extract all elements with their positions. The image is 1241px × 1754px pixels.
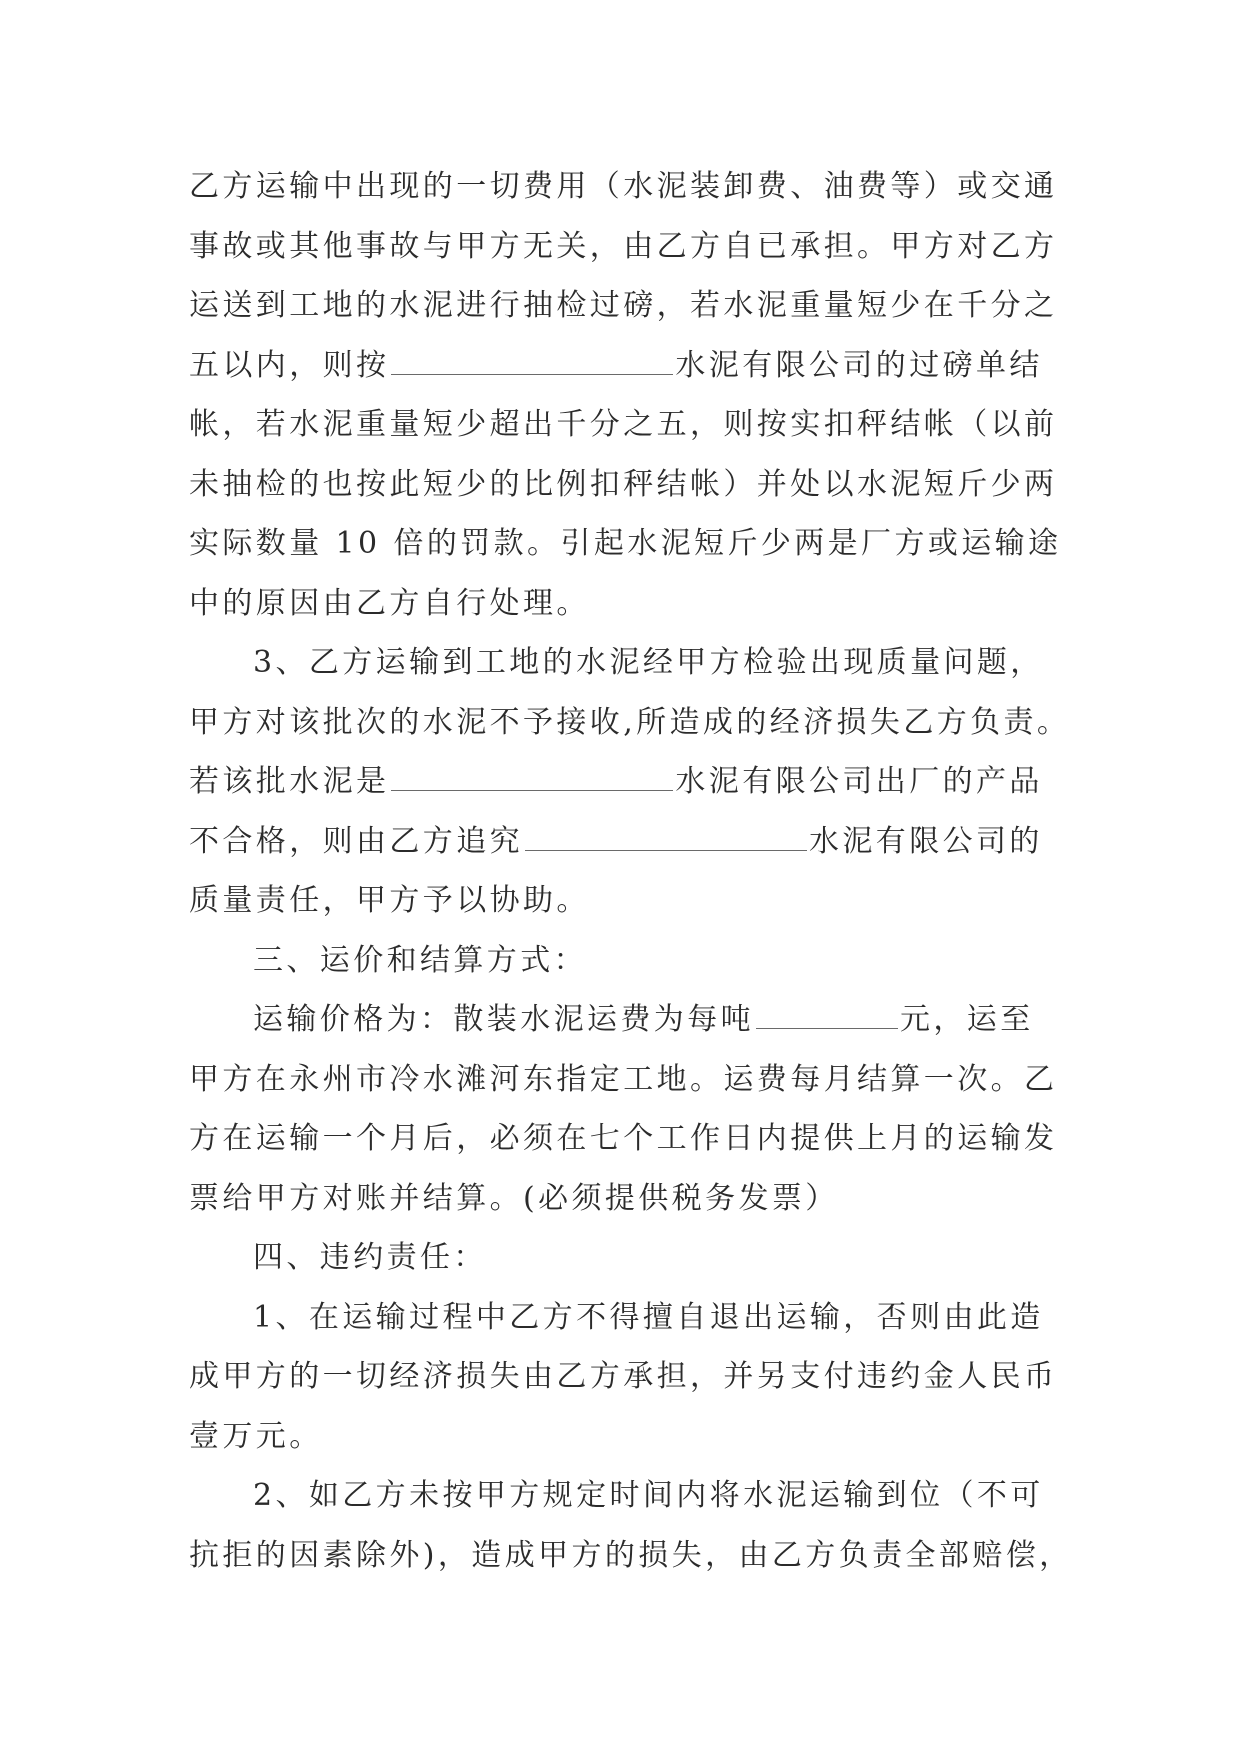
- text-segment: 运输价格为：散装水泥运费为每吨: [253, 1002, 754, 1037]
- section-heading-liability: [189, 1228, 1059, 1288]
- text-line: [189, 752, 1059, 812]
- text-segment: 若该批水泥是: [189, 764, 390, 799]
- section-heading-freight-settlement: [189, 931, 1059, 991]
- section-heading: 三、运价和结算方式：: [253, 942, 587, 978]
- text-line: 甲方在永州市冷水滩河东指定工地。运费每月结算一次。乙: [189, 1061, 1058, 1097]
- text-line: [189, 336, 1059, 396]
- text-segment: 水泥有限公司的: [809, 823, 1043, 859]
- section-heading: 四、违约责任：: [253, 1240, 487, 1275]
- paragraph-quality-clause: [189, 633, 1071, 931]
- text-line: 实际数量 10 倍的罚款。引起水泥短斤少两是厂方或运输途: [189, 526, 1062, 561]
- text-line: 抗拒的因素除外)，造成甲方的损失，由乙方负责全部赔偿，: [189, 1537, 1073, 1573]
- text-line: 方在运输一个月后，必须在七个工作日内提供上月的运输发: [189, 1121, 1058, 1156]
- text-segment: 水泥有限公司的过磅单结: [675, 347, 1043, 383]
- text-line: 甲方对该批次的水泥不予接收,所造成的经济损失乙方负责。: [189, 704, 1071, 740]
- document-body: [189, 157, 1073, 1585]
- text-line: 2、如乙方未按甲方规定时间内将水泥运输到位（不可: [253, 1478, 1044, 1513]
- text-line: 事故或其他事故与甲方无关，由乙方自已承担。甲方对乙方: [189, 228, 1058, 264]
- text-line: 运送到工地的水泥进行抽检过磅，若水泥重量短少在千分之: [189, 288, 1058, 323]
- text-line: 3、乙方运输到工地的水泥经甲方检验出现质量问题，: [253, 645, 1044, 680]
- paragraph-liability-1: [189, 1288, 1059, 1467]
- fill-in-blank: [525, 822, 807, 851]
- text-line: 乙方运输中出现的一切费用（水泥装卸费、油费等）或交通: [189, 169, 1058, 204]
- text-line: [189, 812, 1059, 872]
- text-line: 1、在运输过程中乙方不得擅自退出运输，否则由此造: [253, 1299, 1044, 1335]
- fill-in-blank: [391, 346, 673, 375]
- text-line: 质量责任，甲方予以协助。: [189, 883, 590, 918]
- fill-in-blank: [756, 1000, 898, 1029]
- text-segment: 不合格，则由乙方追究: [189, 823, 523, 859]
- text-line: 帐，若水泥重量短少超出千分之五，则按实扣秤结帐（以前: [189, 407, 1058, 442]
- text-line: [189, 990, 1059, 1050]
- text-line: 未抽检的也按此短少的比例扣秤结帐）并处以水泥短斤少两: [189, 466, 1058, 502]
- paragraph-freight-price: [189, 990, 1059, 1228]
- text-segment: 元，运至: [900, 1002, 1034, 1037]
- text-line: 票给甲方对账并结算。(必须提供税务发票）: [189, 1180, 839, 1216]
- text-segment: 五以内，则按: [189, 347, 390, 383]
- paragraph-transport-costs: [189, 157, 1062, 633]
- text-line: 中的原因由乙方自行处理。: [189, 585, 590, 621]
- text-segment: 水泥有限公司出厂的产品: [675, 764, 1043, 799]
- paragraph-liability-2: [189, 1466, 1073, 1585]
- text-line: 成甲方的一切经济损失由乙方承担，并另支付违约金人民币: [189, 1359, 1058, 1394]
- fill-in-blank: [391, 762, 673, 791]
- text-line: 壹万元。: [189, 1418, 323, 1454]
